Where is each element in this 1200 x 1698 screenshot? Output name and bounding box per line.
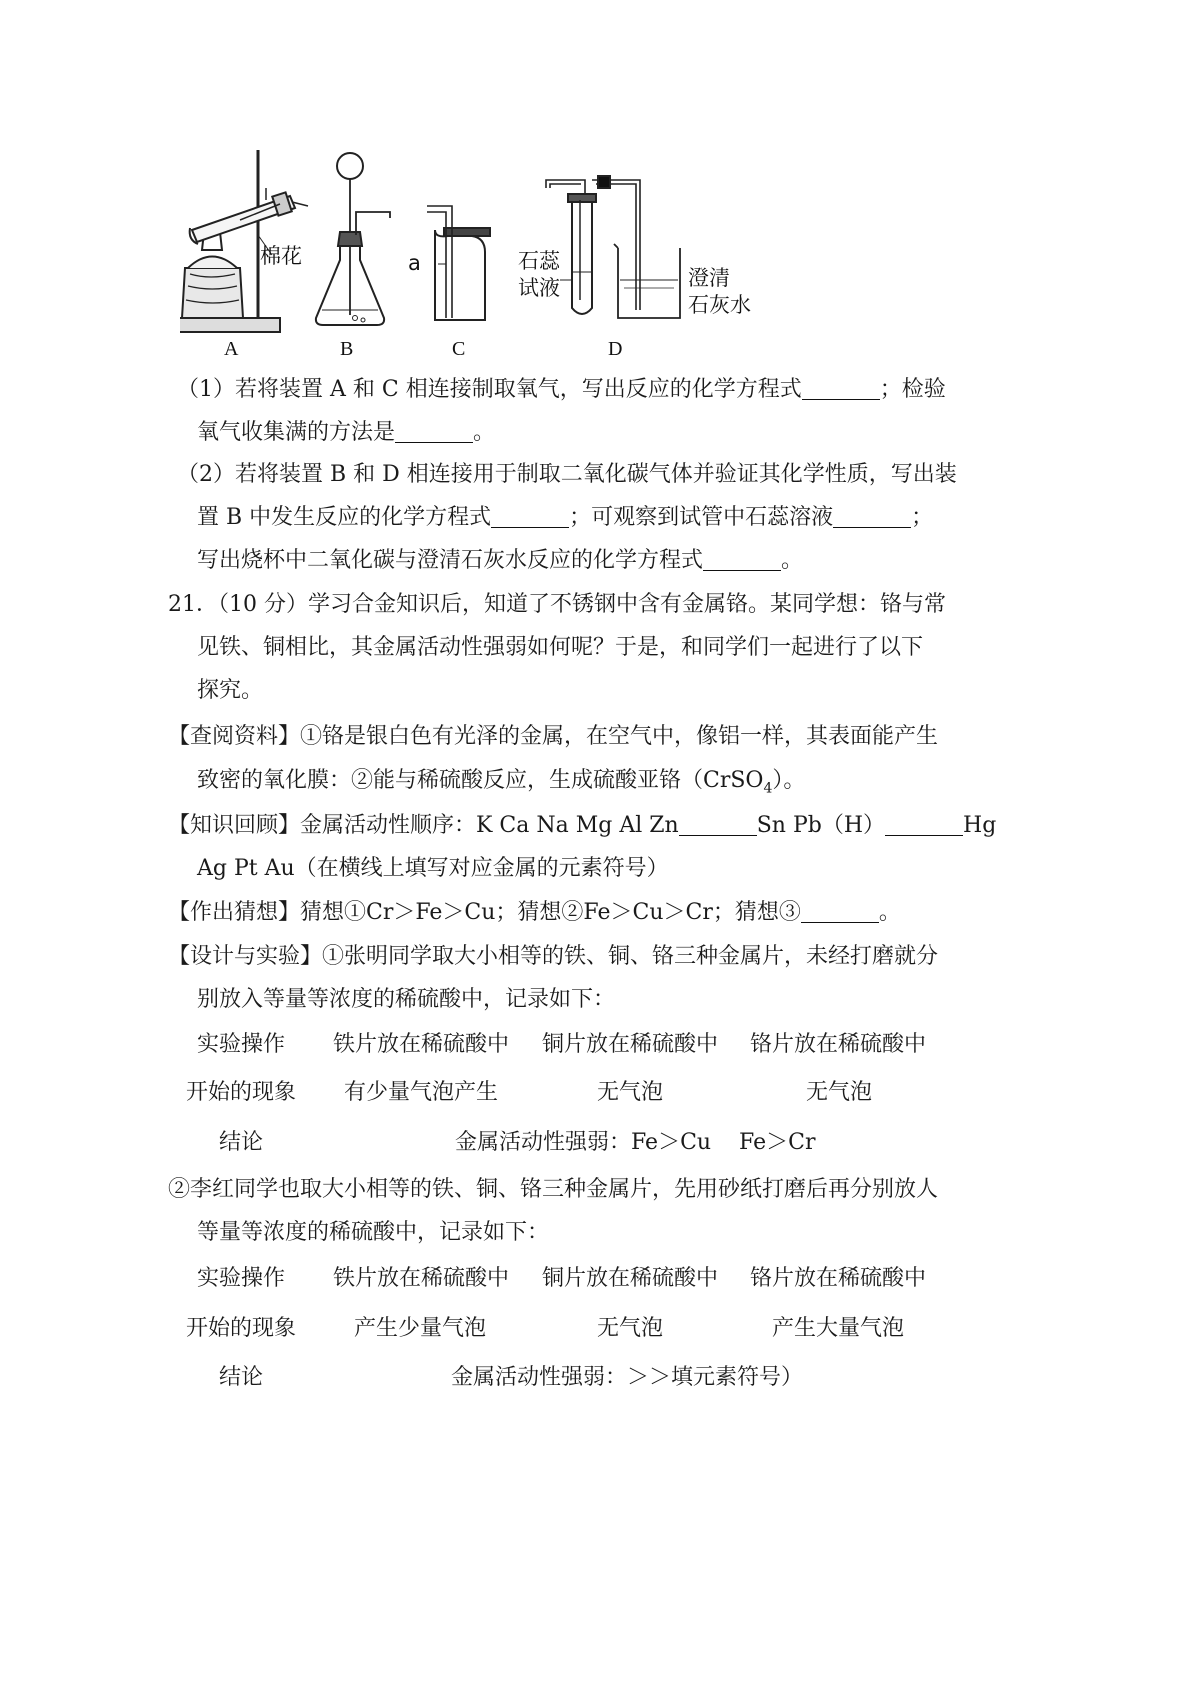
table-cell: 铬片放在稀硫酸中 xyxy=(750,1266,927,1291)
q21-line3: 探究。 xyxy=(197,678,264,703)
apparatus-d xyxy=(518,176,751,360)
table-cell: 产生少量气泡 xyxy=(354,1316,487,1341)
answer-blank[interactable] xyxy=(833,503,911,528)
design-line2: 别放入等量等浓度的稀硫酸中，记录如下： xyxy=(197,987,616,1012)
table-cell: 铜片放在稀硫酸中 xyxy=(542,1266,719,1291)
table-cell: 无气泡 xyxy=(597,1080,664,1105)
answer-blank[interactable] xyxy=(679,811,757,836)
answer-blank[interactable] xyxy=(802,375,880,400)
apparatus-a xyxy=(180,150,308,360)
answer-blank[interactable] xyxy=(395,418,473,443)
q2-line1: （2）若将装置 B 和 D 相连接用于制取二氧化碳气体并验证其化学性质，写出装 xyxy=(177,462,957,487)
table-cell: 实验操作 xyxy=(197,1032,286,1057)
apparatus-figure xyxy=(180,140,840,395)
cotton-label: 棉花 xyxy=(260,244,302,268)
q2-line3: 写出烧杯中二氧化碳与澄清石灰水反应的化学方程式 。 xyxy=(197,548,804,573)
apparatus-c xyxy=(408,206,490,360)
table-cell: 铁片放在稀硫酸中 xyxy=(333,1032,510,1057)
part2-line2: 等量等浓度的稀硫酸中，记录如下： xyxy=(197,1220,550,1245)
label-c: C xyxy=(452,338,466,360)
reference-line2: 致密的氧化膜：②能与稀硫酸反应，生成硫酸亚铬（CrSO$_4$）。 xyxy=(197,768,806,797)
table-cell: 有少量气泡产生 xyxy=(344,1080,499,1105)
table-cell: 无气泡 xyxy=(597,1316,664,1341)
q21-line1: 21．（10 分）学习合金知识后，知道了不锈钢中含有金属铬。某同学想：铬与常 xyxy=(168,592,946,617)
q1-line1: （1）若将装置 A 和 C 相连接制取氧气，写出反应的化学方程式 ；检验 xyxy=(177,377,946,402)
table-cell: 铬片放在稀硫酸中 xyxy=(750,1032,927,1057)
q21-line2: 见铁、铜相比，其金属活动性强弱如何呢？于是，和同学们一起进行了以下 xyxy=(197,635,924,660)
table-cell: 铁片放在稀硫酸中 xyxy=(333,1266,510,1291)
answer-blank[interactable] xyxy=(703,546,781,571)
litmus-label-1: 石蕊 xyxy=(518,249,560,273)
apparatus-diagram xyxy=(180,140,840,395)
pipe-a-label: a xyxy=(408,251,421,275)
review-line1: 【知识回顾】金属活动性顺序：K Ca Na Mg Al Zn Sn Pb（H） Hg xyxy=(168,813,997,838)
table-cell: 金属活动性强弱：Fe＞Cu Fe＞Cr xyxy=(455,1130,816,1155)
table-cell: 无气泡 xyxy=(806,1080,873,1105)
table-cell: 实验操作 xyxy=(197,1266,286,1291)
q1-line2: 氧气收集满的方法是 。 xyxy=(197,420,496,445)
table-cell: 铜片放在稀硫酸中 xyxy=(542,1032,719,1057)
table-cell: 开始的现象 xyxy=(186,1316,297,1341)
label-a: A xyxy=(224,338,239,360)
guess-line: 【作出猜想】猜想①Cr＞Fe＞Cu；猜想②Fe＞Cu＞Cr；猜想③ 。 xyxy=(168,900,901,925)
answer-blank[interactable] xyxy=(801,898,879,923)
table-cell: 开始的现象 xyxy=(186,1080,297,1105)
reference-line1: 【查阅资料】①铬是银白色有光泽的金属，在空气中，像铝一样，其表面能产生 xyxy=(168,724,939,749)
table-cell: 产生大量气泡 xyxy=(772,1316,905,1341)
limewater-label-2: 石灰水 xyxy=(688,293,751,317)
q2-line2: 置 B 中发生反应的化学方程式 ；可观察到试管中石蕊溶液 ； xyxy=(197,505,934,530)
table-cell: 结论 xyxy=(219,1365,264,1390)
table-cell: 金属活动性强弱：＞＞填元素符号） xyxy=(451,1365,804,1390)
apparatus-b xyxy=(316,153,390,360)
table-cell: 结论 xyxy=(219,1130,264,1155)
litmus-label-2: 试液 xyxy=(518,276,560,300)
label-d: D xyxy=(608,338,623,360)
limewater-label-1: 澄清 xyxy=(688,266,730,290)
answer-blank[interactable] xyxy=(491,503,569,528)
label-b: B xyxy=(340,338,354,360)
answer-blank[interactable] xyxy=(885,811,963,836)
design-line1: 【设计与实验】①张明同学取大小相等的铁、铜、铬三种金属片，未经打磨就分 xyxy=(168,944,939,969)
part2-line1: ②李红同学也取大小相等的铁、铜、铬三种金属片，先用砂纸打磨后再分别放人 xyxy=(168,1177,939,1202)
review-line2: Ag Pt Au（在横线上填写对应金属的元素符号） xyxy=(197,856,669,881)
